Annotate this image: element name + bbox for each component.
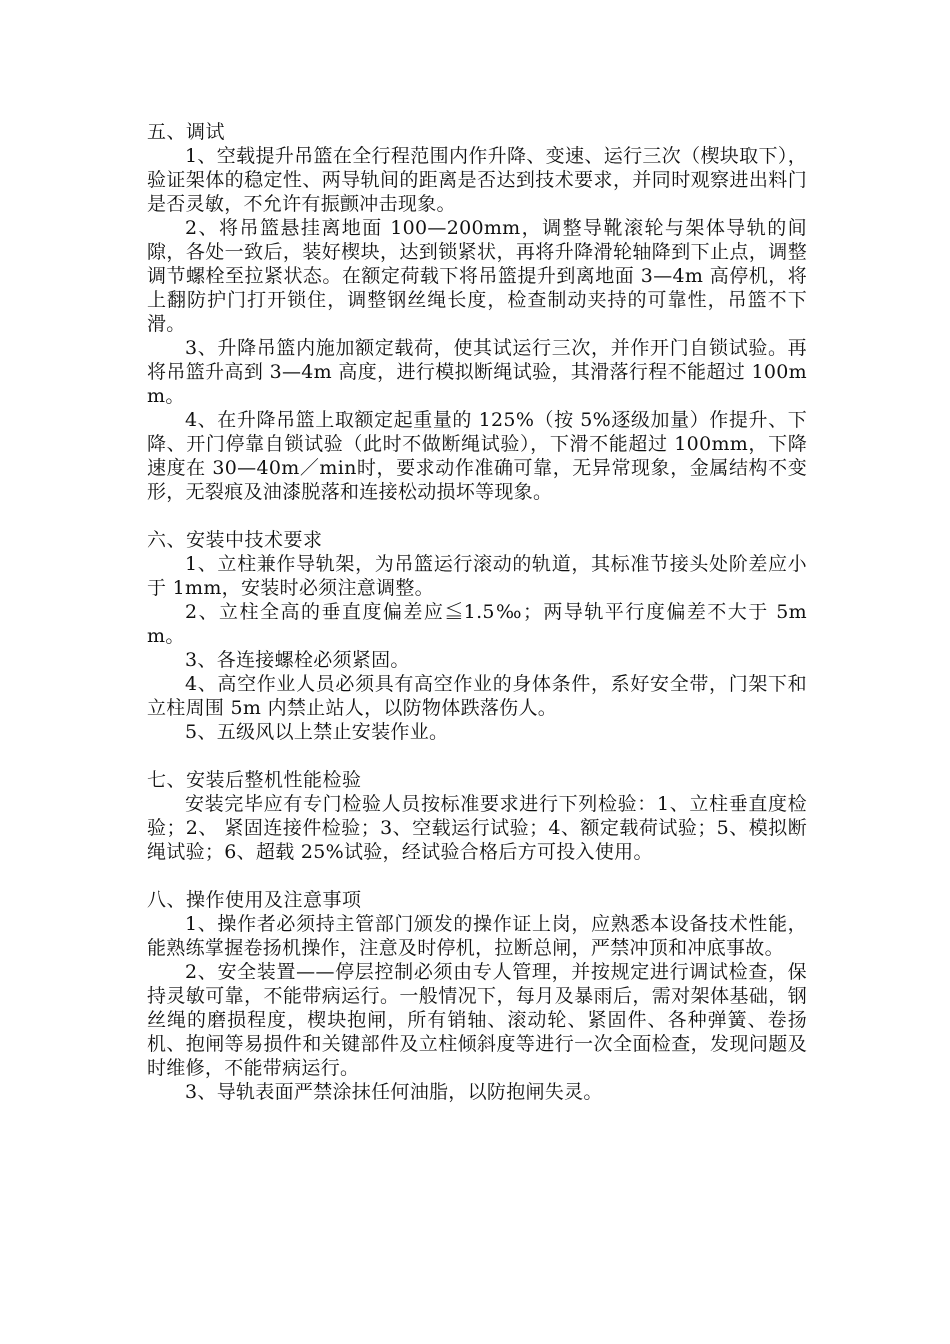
paragraph: 4、在升降吊篮上取额定起重量的 125%（按 5%逐级加量）作提升、下降、开门停靠自锁试验（此时不做断绳试验），下滑不能超过 100mm，下降速度在 30—40m／min时，要求动作准确可靠，无异常现象，金属结构不变形，无裂痕及油漆脱落和连接松动损坏等现象。 — [147, 409, 807, 503]
section-heading: 八、操作使用及注意事项 — [147, 889, 362, 911]
paragraph: 1、立柱兼作导轨架，为吊篮运行滚动的轨道，其标准节接头处阶差应小于 1mm，安装时必须注意调整。 — [147, 553, 807, 599]
section-post-install-inspection — [147, 768, 807, 864]
section-operation-notes — [147, 888, 807, 1104]
section-heading: 六、安装中技术要求 — [147, 529, 323, 551]
document-page — [147, 120, 807, 1128]
paragraph: 1、空载提升吊篮在全行程范围内作升降、变速、运行三次（楔块取下），验证架体的稳定性、两导轨间的距离是否达到技术要求，并同时观察进出料门是否灵敏，不允许有振颤冲击现象。 — [147, 145, 807, 215]
paragraph: 3、导轨表面严禁涂抹任何油脂，以防抱闸失灵。 — [185, 1081, 603, 1103]
section-installation-requirements — [147, 528, 807, 744]
paragraph: 2、立柱全高的垂直度偏差应≦1.5‰；两导轨平行度偏差不大于 5mm。 — [147, 601, 807, 647]
section-heading: 五、调试 — [147, 121, 226, 143]
paragraph: 安装完毕应有专门检验人员按标准要求进行下列检验：1、立柱垂直度检验；2、 紧固连接件检验；3、空载运行试验；4、额定载荷试验；5、模拟断绳试验；6、超载 25%试验，经试验合格后方可投入使用。 — [147, 793, 807, 863]
paragraph: 4、高空作业人员必须具有高空作业的身体条件，系好安全带，门架下和立柱周围 5m 内禁止站人，以防物体跌落伤人。 — [147, 673, 807, 719]
paragraph: 5、五级风以上禁止安装作业。 — [185, 721, 449, 743]
section-debugging — [147, 120, 807, 504]
paragraph: 3、升降吊篮内施加额定载荷，使其试运行三次，并作开门自锁试验。再将吊篮升高到 3—4m 高度，进行模拟断绳试验，其滑落行程不能超过 100mm。 — [147, 337, 807, 407]
paragraph: 3、各连接螺栓必须紧固。 — [185, 649, 410, 671]
section-heading: 七、安装后整机性能检验 — [147, 769, 362, 791]
paragraph: 2、安全装置——停层控制必须由专人管理，并按规定进行调试检查，保持灵敏可靠，不能带病运行。一般情况下，每月及暴雨后，需对架体基础，钢丝绳的磨损程度，楔块抱闸，所有销轴、滚动轮、紧固件、各种弹簧、卷扬机、抱闸等易损件和关键部件及立柱倾斜度等进行一次全面检查，发现问题及时维修，不能带病运行。 — [147, 961, 807, 1079]
paragraph: 2、将吊篮悬挂离地面 100—200mm，调整导靴滚轮与架体导轨的间隙，各处一致后，装好楔块，达到锁紧状，再将升降滑轮轴降到下止点，调整调节螺栓至拉紧状态。在额定荷载下将吊篮提升到离地面 3—4m 高停机，将上翻防护门打开锁住，调整钢丝绳长度，检查制动夹持的可靠性，吊篮不下滑。 — [147, 217, 807, 335]
paragraph: 1、操作者必须持主管部门颁发的操作证上岗，应熟悉本设备技术性能，能熟练掌握卷扬机操作，注意及时停机，拉断总闸，严禁冲顶和冲底事故。 — [147, 913, 807, 959]
